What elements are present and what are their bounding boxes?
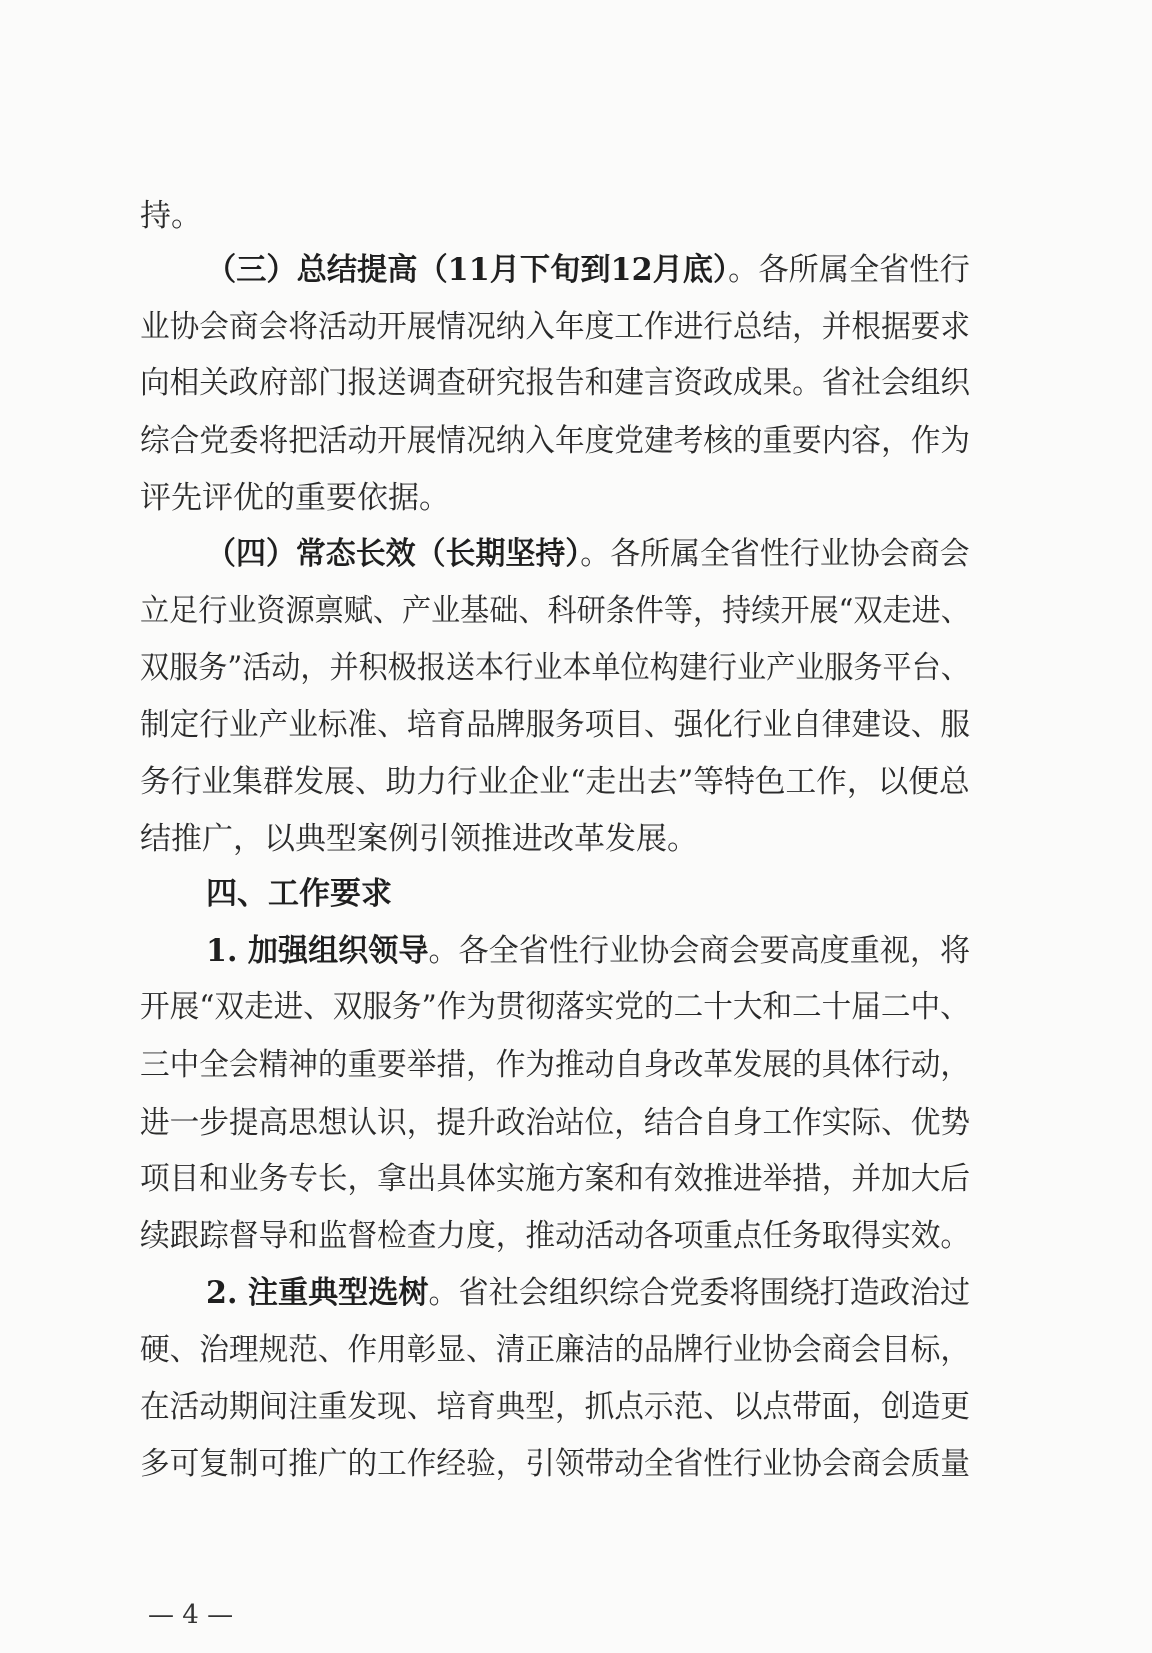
text-line xyxy=(140,1330,970,1370)
text-line xyxy=(140,762,970,802)
body-text: 进一步提高思想认识，提升政治站位，结合自身工作实际、优势 xyxy=(140,1105,970,1141)
body-text: 向相关政府部门报送调查研究报告和建言资政成果。省社会组织 xyxy=(140,365,970,401)
text-line xyxy=(140,1159,970,1199)
body-text: 续跟踪督导和监督检查力度，推动活动各项重点任务取得实效。 xyxy=(140,1218,970,1254)
text-line xyxy=(140,819,698,859)
body-text: 务行业集群发展、助力行业企业“走出去”等特色工作，以便总 xyxy=(140,764,970,800)
text-line xyxy=(140,1045,970,1085)
text-line xyxy=(140,705,970,745)
body-text: 。省社会组织综合党委将围绕打造政治过 xyxy=(428,1275,971,1311)
bold-heading-text: 2. 注重典型选树 xyxy=(206,1275,429,1311)
page-number: — 4 — xyxy=(148,1600,234,1630)
body-text: 业协会商会将活动开展情况纳入年度工作进行总结，并根据要求 xyxy=(140,309,970,345)
body-text: 开展“双走进、双服务”作为贯彻落实党的二十大和二十届二中、 xyxy=(140,989,970,1025)
text-line xyxy=(206,250,970,290)
body-text: 制定行业产业标准、培育品牌服务项目、强化行业自律建设、服 xyxy=(140,707,970,743)
body-text: 评先评优的重要依据。 xyxy=(140,480,450,516)
body-text: 。各所属全省性行 xyxy=(728,252,970,288)
text-line xyxy=(140,648,970,688)
text-line xyxy=(140,591,970,631)
bold-heading-text: 四、工作要求 xyxy=(206,876,392,912)
text-line xyxy=(206,534,970,574)
body-text: 。各全省性行业协会商会要高度重视，将 xyxy=(428,933,971,969)
body-text: 立足行业资源禀赋、产业基础、科研条件等，持续开展“双走进、 xyxy=(140,593,970,629)
text-line xyxy=(140,307,970,347)
body-text: 结推广，以典型案例引领推进改革发展。 xyxy=(140,821,698,857)
text-line xyxy=(140,421,970,461)
text-line xyxy=(140,1444,970,1484)
body-text: 三中全会精神的重要举措，作为推动自身改革发展的具体行动， xyxy=(140,1047,970,1083)
text-line xyxy=(140,1216,970,1256)
text-line xyxy=(140,987,970,1027)
body-text: 综合党委将把活动开展情况纳入年度党建考核的重要内容，作为 xyxy=(140,423,970,459)
bold-heading-text: （三）总结提高（11月下旬到12月底） xyxy=(206,252,729,288)
text-line xyxy=(206,1273,970,1313)
text-line xyxy=(140,196,202,236)
text-line xyxy=(140,1387,970,1427)
text-line xyxy=(140,1103,970,1143)
text-line xyxy=(206,874,392,914)
text-line xyxy=(140,363,970,403)
body-text: 。各所属全省性行业协会商会 xyxy=(580,536,970,572)
text-line xyxy=(206,931,970,971)
body-text: 硬、治理规范、作用彰显、清正廉洁的品牌行业协会商会目标， xyxy=(140,1332,970,1368)
body-text: 双服务”活动，并积极报送本行业本单位构建行业产业服务平台、 xyxy=(140,650,970,686)
bold-heading-text: （四）常态长效（长期坚持） xyxy=(206,536,581,572)
body-text: 多可复制可推广的工作经验，引领带动全省性行业协会商会质量 xyxy=(140,1446,970,1482)
body-text: 在活动期间注重发现、培育典型，抓点示范、以点带面，创造更 xyxy=(140,1389,970,1425)
body-text: 持。 xyxy=(140,198,202,234)
body-text: 项目和业务专长，拿出具体实施方案和有效推进举措，并加大后 xyxy=(140,1161,970,1197)
bold-heading-text: 1. 加强组织领导 xyxy=(206,933,429,969)
text-line xyxy=(140,478,450,518)
